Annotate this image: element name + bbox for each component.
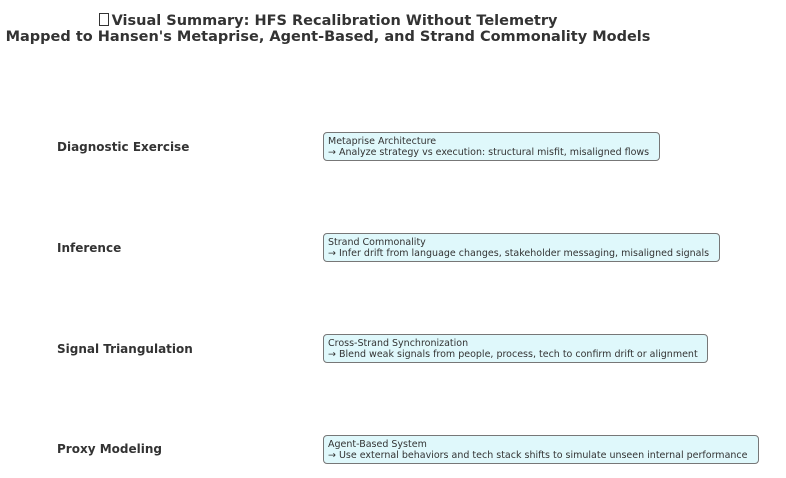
model-box — [323, 435, 759, 464]
row-label: Proxy Modeling — [57, 442, 162, 456]
row-label: Inference — [57, 241, 122, 255]
model-description: → Analyze strategy vs execution: structural misfit, misaligned flows — [328, 147, 650, 158]
model-box — [323, 334, 708, 363]
model-box — [323, 132, 660, 161]
model-box — [323, 233, 720, 262]
row-label: Diagnostic Exercise — [57, 140, 190, 154]
diagram-title-text: Visual Summary: HFS Recalibration Without Telemetry — [111, 13, 558, 29]
model-name: Strand Commonality — [328, 237, 426, 248]
diagram-title-line-1 — [0, 13, 656, 29]
diagram-title-line-2: Mapped to Hansen's Metaprise, Agent-Based, and Strand Commonality Models — [5, 29, 651, 45]
model-name: Cross-Strand Synchronization — [328, 338, 469, 349]
row-label: Signal Triangulation — [57, 342, 193, 356]
model-name: Agent-Based System — [328, 439, 427, 450]
model-description: → Infer drift from language changes, stakeholder messaging, misaligned signals — [328, 248, 710, 259]
model-description: → Use external behaviors and tech stack shifts to simulate unseen internal performance — [328, 450, 748, 461]
model-name: Metaprise Architecture — [328, 136, 437, 147]
model-description: → Blend weak signals from people, process, tech to confirm drift or alignment — [328, 349, 698, 360]
missing-glyph-icon — [99, 13, 109, 26]
